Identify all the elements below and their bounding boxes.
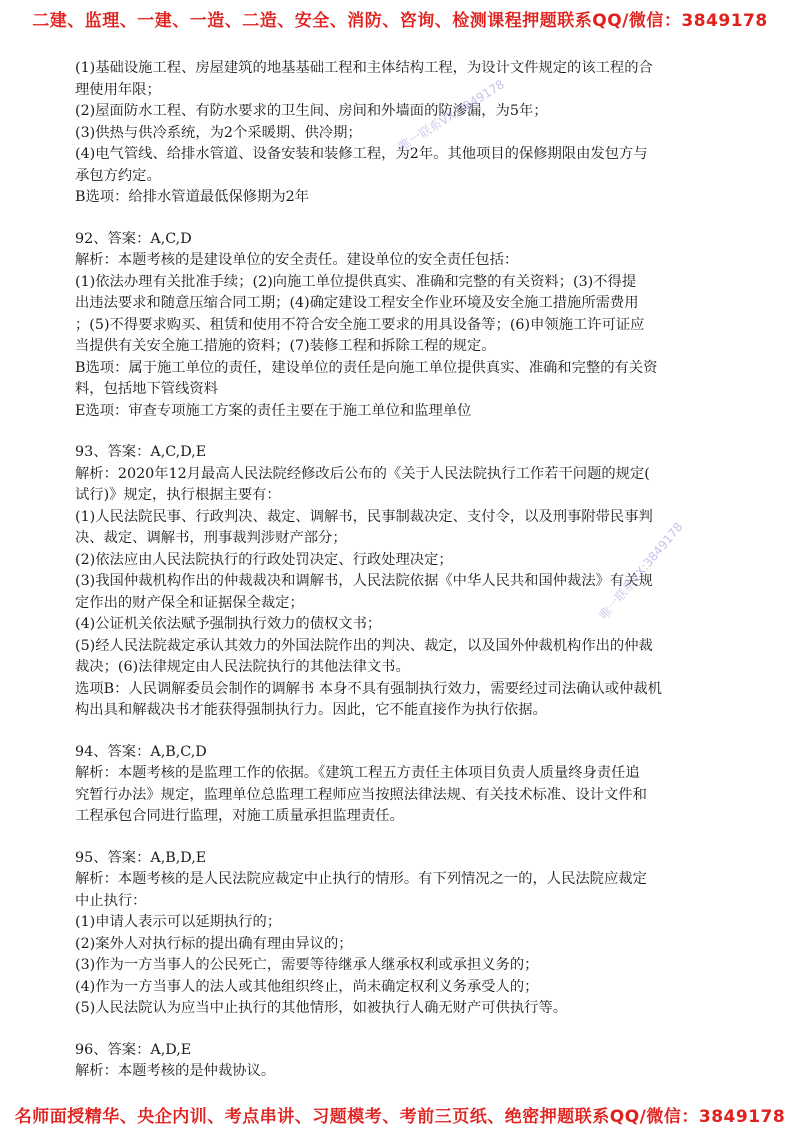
- text-line: (4)公证机关依法赋予强制执行效力的债权文书；: [75, 616, 382, 632]
- text-line: (4)作为一方当事人的法人或其他组织终止，尚未确定权利义务承受人的；: [75, 978, 539, 995]
- text-line: (2)屋面防水工程、有防水要求的卫生间、房间和外墙面的防渗漏，为5年；: [75, 103, 548, 119]
- block-gap: [75, 1020, 739, 1040]
- text-line: (3)作为一方当事人的公民死亡，需要等待继承人继承权利或承担义务的；: [75, 957, 539, 973]
- text-line: (3)供热与供冷系统，为2个采暖期、供冷期；: [75, 124, 362, 141]
- text-line: 出违法要求和随意压缩合同工期；(4)确定建设工程安全作业环境及安全施工措施所需费用: [75, 295, 639, 311]
- text-line: E选项：审查专项施工方案的责任主要在于施工单位和监理单位: [75, 402, 472, 419]
- answer-block: [75, 229, 739, 423]
- text-line: 选项B：人民调解委员会制作的调解书 本身不具有强制执行效力，需要经过司法确认或仲裁机: [75, 680, 662, 697]
- text-line: 解析：本题考核的是建设单位的安全责任。建设单位的安全责任包括：: [75, 252, 519, 268]
- text-line: (1)人民法院民事、行政判决、裁定、调解书，民事制裁决定、支付令，以及刑事附带民事判: [75, 508, 653, 525]
- text-line: B选项：属于施工单位的责任，建设单位的责任是向施工单位提供真实、准确和完整的有关资: [75, 359, 658, 376]
- text-line: 解析：本题考核的是人民法院应裁定中止执行的情形。有下列情况之一的，人民法院应裁定: [75, 871, 647, 887]
- text-line: 承包方约定。: [75, 167, 161, 184]
- text-line: 究暂行办法》规定，监理单位总监理工程师应当按照法律法规、有关技术标准、设计文件和: [75, 786, 647, 803]
- text-line: 试行)》规定，执行根据主要有：: [75, 487, 281, 503]
- text-line: 料，包括地下管线资料: [75, 381, 218, 397]
- text-line: 解析：本题考核的是监理工作的依据。《建筑工程五方责任主体项目负责人质量终身责任追: [75, 765, 640, 781]
- text-line: (1)依法办理有关批准手续；(2)向施工单位提供真实、准确和完整的有关资料；(3)不得提: [75, 273, 637, 290]
- answer-block: [75, 848, 739, 1020]
- text-line: (3)我国仲裁机构作出的仲裁裁决和调解书，人民法院依据《中华人民共和国仲裁法》有关规: [75, 573, 653, 589]
- block-gap: [75, 422, 739, 442]
- text-line: 决、裁定、调解书，刑事裁判涉财产部分；: [75, 530, 347, 546]
- text-line: 95、答案：A,B,D,E: [75, 849, 207, 866]
- text-line: 裁决；(6)法律规定由人民法院执行的其他法律文书。: [75, 659, 410, 675]
- answer-block: [75, 1040, 739, 1083]
- text-line: 当提供有关安全施工措施的资料；(7)装修工程和拆除工程的规定。: [75, 338, 496, 354]
- answer-block: [75, 742, 739, 828]
- text-line: (4)电气管线、给排水管道、设备安装和装修工程，为2年。其他项目的保修期限由发包方与: [75, 146, 648, 162]
- text-line: 工程承包合同进行监理，对施工质量承担监理责任。: [75, 808, 404, 824]
- text-line: (5)人民法院认为应当中止执行的其他情形，如被执行人确无财产可供执行等。: [75, 1000, 568, 1016]
- watermark: 唯一联系VX:3849178: [396, 77, 507, 154]
- text-line: B选项：给排水管道最低保修期为2年: [75, 189, 310, 205]
- header-banner: 二建、监理、一建、一造、二造、安全、消防、咨询、检测课程押题联系QQ/微信：3849178: [32, 11, 768, 31]
- text-line: 94、答案：A,B,C,D: [75, 743, 207, 760]
- text-line: 解析：本题考核的是仲裁协议。: [75, 1063, 276, 1079]
- block-gap: [75, 209, 739, 229]
- text-line: (1)申请人表示可以延期执行的；: [75, 914, 282, 930]
- text-line: 定作出的财产保全和证据保全裁定；: [75, 594, 304, 611]
- text-line: 92、答案：A,C,D: [75, 230, 192, 247]
- text-line: 中止执行：: [75, 892, 147, 909]
- text-line: 解析：2020年12月最高人民法院经修改后公布的《关于人民法院执行工作若干问题的规定(: [75, 465, 650, 482]
- watermark: 唯一联系VX:3849178: [596, 519, 686, 623]
- text-line: (2)案外人对执行标的提出确有理由异议的；: [75, 935, 353, 952]
- text-line: (2)依法应由人民法院执行的行政处罚决定、行政处理决定；: [75, 551, 453, 568]
- text-line: ；(5)不得要求购买、租赁和使用不符合安全施工要求的用具设备等；(6)申领施工许可证应: [75, 316, 645, 333]
- text-line: (5)经人民法院裁定承认其效力的外国法院作出的判决、裁定，以及国外仲裁机构作出的仲裁: [75, 637, 653, 654]
- text-line: (1)基础设施工程、房屋建筑的地基基础工程和主体结构工程，为设计文件规定的该工程的合: [75, 60, 653, 76]
- text-line: 93、答案：A,C,D,E: [75, 444, 207, 460]
- text-line: 理使用年限；: [75, 81, 161, 98]
- text-line: 96、答案：A,D,E: [75, 1041, 192, 1058]
- block-gap: [75, 722, 739, 742]
- block-gap: [75, 828, 739, 848]
- footer-banner: 名师面授精华、央企内训、考点串讲、习题模考、考前三页纸、绝密押题联系QQ/微信：3849178: [14, 1107, 786, 1127]
- text-line: 构出具和解裁决书才能获得强制执行力。因此，它不能直接作为执行依据。: [75, 702, 547, 718]
